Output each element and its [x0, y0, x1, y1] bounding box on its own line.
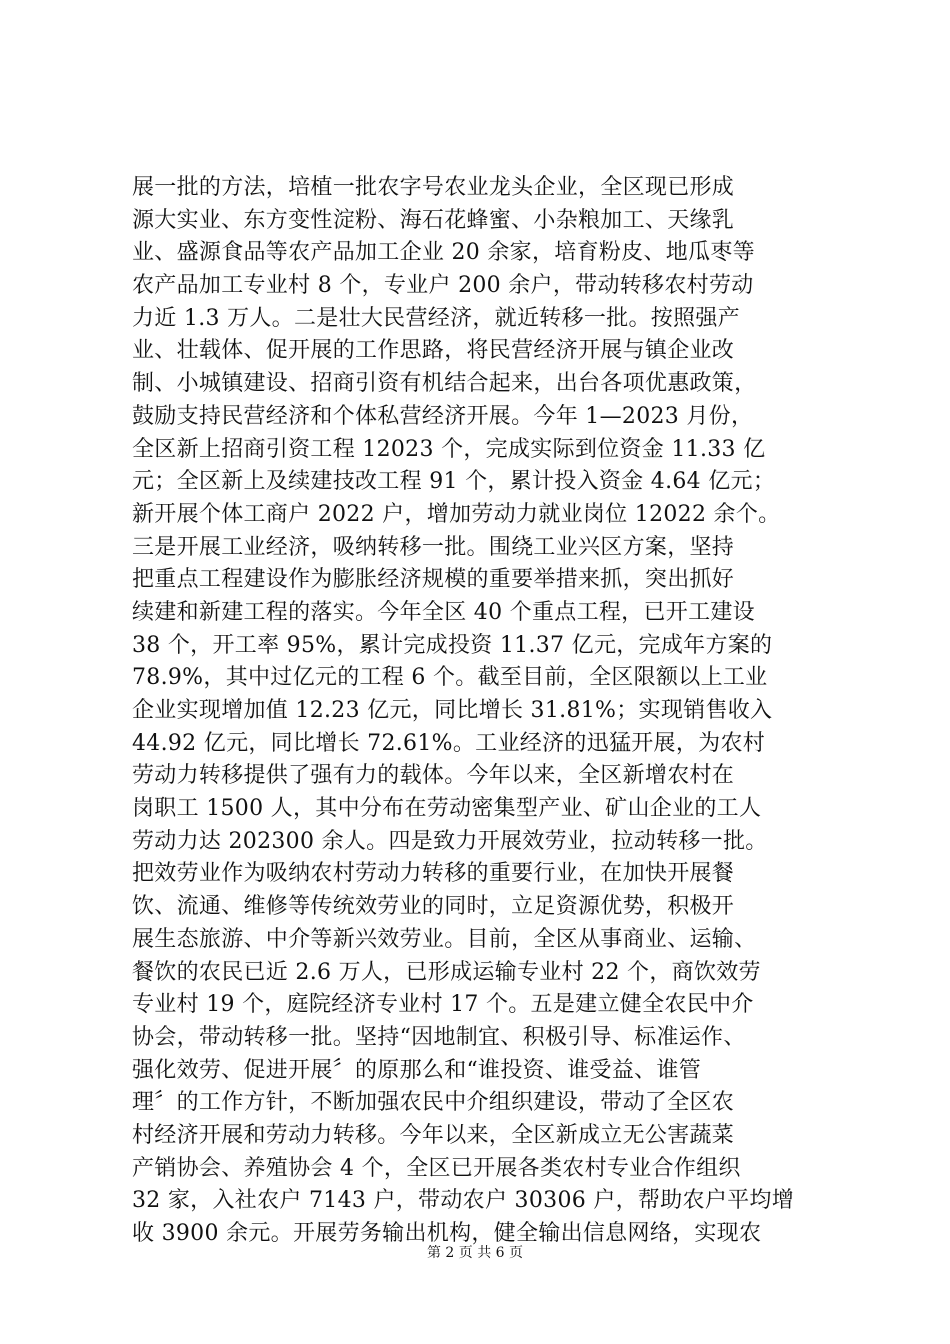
- text-line: 展一批的方法，培植一批农字号农业龙头企业，全区现已形成: [132, 175, 735, 200]
- text-line: 续建和新建工程的落实。今年全区 40 个重点工程，已开工建设: [132, 599, 755, 625]
- text-line: 全区新上招商引资工程 12023 个，完成实际到位资金 11.33 亿: [132, 436, 766, 462]
- text-line: 协会，带动转移一批。坚持“因地制宜、积极引导、标准运作、: [132, 1024, 746, 1050]
- text-line: 78.9%，其中过亿元的工程 6 个。截至目前，全区限额以上工业: [132, 665, 768, 691]
- text-line: 制、小城镇建设、招商引资有机结合起来，出台各项优惠政策，: [132, 371, 757, 397]
- text-line: 三是开展工业经济，吸纳转移一批。围绕工业兴区方案，坚持: [132, 534, 735, 560]
- text-line: 44.92 亿元，同比增长 72.61%。工业经济的迅猛开展，为农村: [132, 730, 766, 756]
- text-line: 业、壮载体、促开展的工作思路，将民营经济开展与镇企业改: [132, 338, 735, 364]
- text-line: 38 个，开工率 95%，累计完成投资 11.37 亿元，完成年方案的: [132, 632, 773, 658]
- text-line: 理〞的工作方针，不断加强农民中介组织建设，带动了全区农: [132, 1090, 735, 1116]
- text-line: 强化效劳、促进开展〞的原那么和“谁投资、谁受益、谁管: [132, 1057, 702, 1083]
- text-line: 劳动力达 202300 余人。四是致力开展效劳业，拉动转移一批。: [132, 828, 768, 854]
- text-line: 把效劳业作为吸纳农村劳动力转移的重要行业，在加快开展餐: [132, 861, 735, 887]
- text-line: 产销协会、养殖协会 4 个，全区已开展各类农村专业合作组织: [132, 1155, 741, 1181]
- text-line: 劳动力转移提供了强有力的载体。今年以来，全区新增农村在: [132, 763, 735, 789]
- text-line: 力近 1.3 万人。二是壮大民营经济，就近转移一批。按照强产: [132, 305, 740, 331]
- text-line: 农产品加工专业村 8 个，专业户 200 余户，带动转移农村劳动: [132, 273, 754, 299]
- text-line: 元；全区新上及续建技改工程 91 个，累计投入资金 4.64 亿元；: [132, 469, 776, 495]
- text-line: 专业村 19 个，庭院经济专业村 17 个。五是建立健全农民中介: [132, 992, 754, 1018]
- text-line: 企业实现增加值 12.23 亿元，同比增长 31.81%；实现销售收入: [132, 698, 773, 723]
- text-line: 新开展个体工商户 2022 户，增加劳动力就业岗位 12022 余个。: [132, 501, 781, 527]
- body-paragraph: [132, 172, 832, 1251]
- text-line: 村经济开展和劳动力转移。今年以来，全区新成立无公害蔬菜: [132, 1122, 735, 1148]
- text-line: 把重点工程建设作为膨胀经济规模的重要举措来抓，突出抓好: [132, 567, 735, 593]
- text-line: 展生态旅游、中介等新兴效劳业。目前，全区从事商业、运输、: [132, 926, 757, 952]
- text-line: 收 3900 余元。开展劳务输出机构，健全输出信息网络，实现农: [132, 1221, 762, 1246]
- text-line: 鼓励支持民营经济和个体私营经济开展。今年 1—2023 月份，: [132, 403, 754, 429]
- text-line: 饮、流通、维修等传统效劳业的同时，立足资源优势，积极开: [132, 894, 735, 920]
- text-line: 32 家，入社农户 7143 户，带动农户 30306 户，帮助农户平均增: [132, 1188, 795, 1214]
- text-line: 岗职工 1500 人，其中分布在劳动密集型产业、矿山企业的工人: [132, 796, 762, 822]
- page-footer: 第 2 页 共 6 页: [426, 1245, 524, 1261]
- text-line: 业、盛源食品等农产品加工企业 20 余家，培育粉皮、地瓜枣等: [132, 240, 755, 266]
- text-line: 餐饮的农民已近 2.6 万人，已形成运输专业村 22 个，商饮效劳: [132, 959, 761, 985]
- text-line: 源大实业、东方变性淀粉、海石花蜂蜜、小杂粮加工、天缘乳: [132, 207, 735, 233]
